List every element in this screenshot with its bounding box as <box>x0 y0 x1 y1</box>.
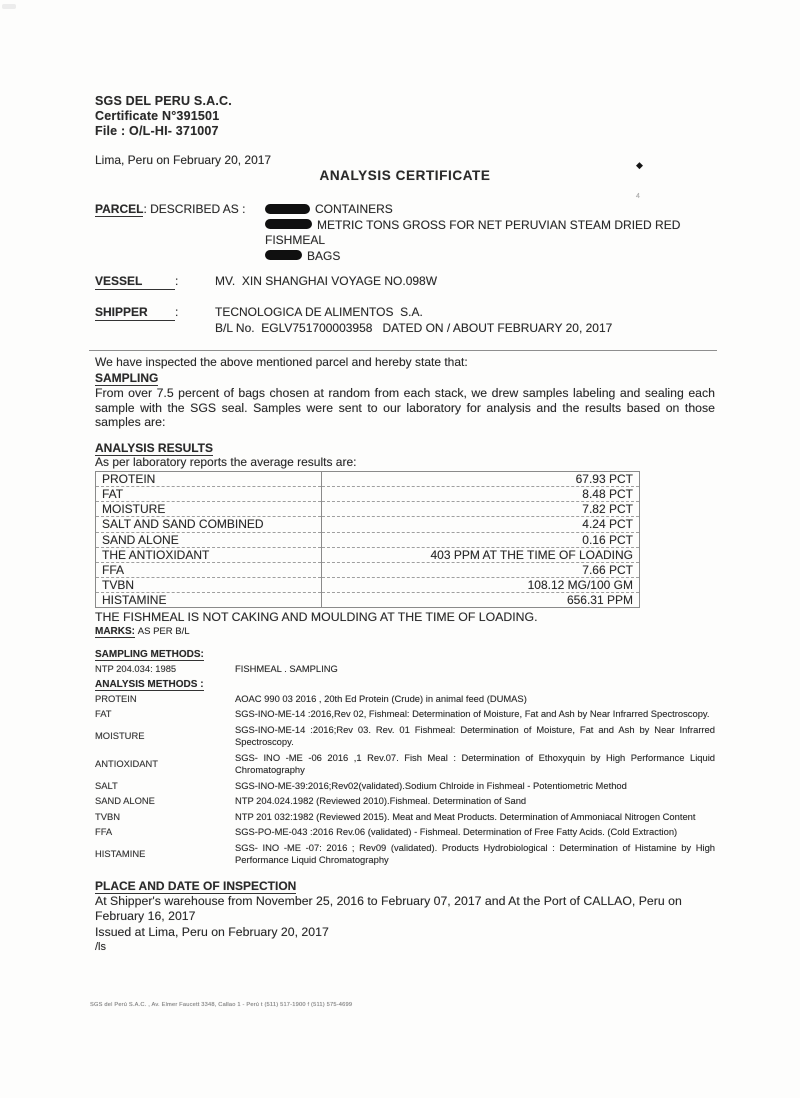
parcel-label-group <box>95 202 265 264</box>
sampling-paragraph: From over 7.5 percent of bags chosen at random from each stack, we drew samples labeling and sealing each sample with the SGS seal. Samples were sent to our laboratory for analysis and the results based on those samples are: <box>95 386 715 430</box>
method-param: PROTEIN <box>95 692 137 704</box>
shipper-label: SHIPPER <box>95 305 175 321</box>
method-param: SALT <box>95 779 118 791</box>
table-row <box>96 486 640 501</box>
letterhead <box>95 94 715 139</box>
method-row <box>95 708 715 721</box>
table-row <box>96 471 640 486</box>
method-row <box>95 780 715 793</box>
table-row <box>96 532 640 547</box>
sampling-methods-heading: SAMPLING METHODS: <box>95 649 204 661</box>
analysis-results-intro: As per laboratory reports the average results are: <box>95 454 357 469</box>
inspection-heading: PLACE AND DATE OF INSPECTION <box>95 878 297 893</box>
table-row <box>96 547 640 562</box>
parcel-described-as: : DESCRIBED AS : <box>143 202 246 216</box>
method-row <box>95 842 715 867</box>
document-title: ANALYSIS CERTIFICATE <box>319 168 491 183</box>
method-param: SAND ALONE <box>95 795 155 807</box>
company-name: SGS DEL PERU S.A.C. <box>95 94 232 108</box>
initials: /ls <box>95 940 106 953</box>
inspection-line: At Shipper's warehouse from November 25, 2016 to February 07, 2017 and At the Port of CALLAO, Peru on February 16, 2017 <box>95 893 682 923</box>
table-row <box>96 517 640 532</box>
result-value: 656.31 PPM <box>566 593 633 608</box>
method-param: TVBN <box>95 810 121 822</box>
result-value: 7.82 PCT <box>322 502 640 517</box>
analysis-results-heading: ANALYSIS RESULTS <box>95 440 214 455</box>
shipper-value: TECNOLOGICA DE ALIMENTOS S.A. <box>215 305 423 319</box>
method-row <box>95 724 715 749</box>
method-desc: AOAC 990 03 2016 , 20th Ed Protein (Crude) in animal feed (DUMAS) <box>235 692 527 704</box>
method-param: MOISTURE <box>95 730 145 742</box>
parcel-line-bags <box>265 249 715 265</box>
method-param: FFA <box>95 826 113 838</box>
inspection-section <box>95 879 715 955</box>
result-param: SALT AND SAND COMBINED <box>96 517 322 532</box>
method-desc: NTP 204.024.1982 (Reviewed 2010).Fishmeal. Determination of Sand <box>235 795 527 807</box>
parcel-tonnage-text: METRIC TONS GROSS FOR NET PERUVIAN STEAM DRIED RED FISHMEAL <box>265 217 681 247</box>
result-param: FFA <box>96 562 322 577</box>
scan-speck: 4 <box>636 193 640 200</box>
vessel-row <box>95 274 715 290</box>
result-param: PROTEIN <box>96 471 322 486</box>
result-param: MOISTURE <box>96 502 322 517</box>
method-desc: FISHMEAL . SAMPLING <box>235 663 338 675</box>
shipper-colon: : <box>175 305 179 319</box>
result-param: FAT <box>96 486 322 501</box>
parcel-description <box>265 202 715 264</box>
issued-line: Issued at Lima, Peru on February 20, 2017 <box>95 924 329 939</box>
scan-smudge <box>2 4 16 9</box>
table-row <box>96 593 640 608</box>
parcel-line-containers <box>265 202 715 218</box>
diamond-mark: ◆ <box>636 160 643 170</box>
shipper-row <box>95 305 715 321</box>
inspection-statement: We have inspected the above mentioned parcel and hereby state that: <box>95 355 468 369</box>
analysis-methods-heading: ANALYSIS METHODS : <box>95 678 204 690</box>
result-value: 8.48 PCT <box>322 486 640 501</box>
redaction-bar <box>265 250 302 260</box>
certificate-number: Certificate N°391501 <box>95 109 220 123</box>
method-row <box>95 693 715 706</box>
method-desc: SGS-PO-ME-043 :2016 Rev.06 (validated) - Fishmeal. Determination of Free Fatty Acids. (Cold Extraction) <box>235 826 678 838</box>
method-param: ANTIOXIDANT <box>95 758 159 770</box>
result-value: 7.66 PCT <box>322 562 640 577</box>
method-row <box>95 752 715 777</box>
table-row <box>96 562 640 577</box>
vessel-colon: : <box>175 274 179 288</box>
method-row <box>95 795 715 808</box>
method-param: HISTAMINE <box>95 848 146 860</box>
marks-label: MARKS: <box>95 626 135 638</box>
document-content <box>95 94 715 955</box>
result-param: THE ANTIOXIDANT <box>96 547 322 562</box>
redaction-bar <box>265 219 312 229</box>
result-value: 0.16 PCT <box>322 532 640 547</box>
sampling-heading: SAMPLING <box>95 371 159 385</box>
method-row <box>95 811 715 824</box>
results-table <box>95 471 640 609</box>
method-desc: SGS-INO-ME-39:2016;Rev02(validated).Sodium Chlroide in Fishmeal - Potentiometric Method <box>235 779 627 791</box>
footer-address: SGS del Perú S.A.C. , Av. Elmer Faucett 3348, Callao 1 - Perú t (511) 517-1900 f (511) 575-4699 <box>90 1002 353 1008</box>
parcel-bags-text: BAGS <box>307 248 341 263</box>
vessel-value: MV. XIN SHANGHAI VOYAGE NO.098W <box>215 274 438 288</box>
method-desc: SGS- INO -ME -07: 2016 ; Rev09 (validated). Products Hydrobiological : Determination of Histamine by High Performance Liquid Chromatography <box>235 841 715 866</box>
result-param: HISTAMINE <box>96 593 322 608</box>
method-param: FAT <box>95 708 112 720</box>
parcel-line-tonnage <box>265 218 715 249</box>
result-value: 108.12 MG/100 GM <box>322 578 640 593</box>
redaction-bar <box>265 204 310 214</box>
parcel-containers-text: CONTAINERS <box>315 202 393 216</box>
marks-line <box>95 625 715 638</box>
vessel-label: VESSEL <box>95 274 175 290</box>
result-value: 403 PPM AT THE TIME OF LOADING <box>322 547 640 562</box>
parcel-label: PARCEL <box>95 202 144 216</box>
method-desc: NTP 201 032:1982 (Reviewed 2015). Meat and Meat Products. Determination of Ammoniacal Nitrogen Content <box>235 810 696 822</box>
table-row <box>96 502 640 517</box>
method-row <box>95 663 715 676</box>
parcel-section <box>95 202 715 264</box>
file-number: File : O/L-HI- 371007 <box>95 124 219 138</box>
result-param: TVBN <box>96 578 322 593</box>
result-param: SAND ALONE <box>96 532 322 547</box>
result-value: 4.24 PCT <box>322 517 640 532</box>
no-caking-note: THE FISHMEAL IS NOT CAKING AND MOULDING AT THE TIME OF LOADING. <box>95 610 538 625</box>
table-row <box>96 578 640 593</box>
method-desc: SGS-INO-ME-14 :2016,Rev 02, Fishmeal: Determination of Moisture, Fat and Ash by Near Infrarred Spectroscopy. <box>235 708 710 720</box>
method-desc: SGS-INO-ME-14 :2016;Rev 03. Rev. 01 Fishmeal: Determination of Moisture, Fat and Ash by Near Infrarred Spectroscopy. <box>235 723 715 748</box>
method-param: NTP 204.034: 1985 <box>95 663 177 675</box>
issue-dateline: Lima, Peru on February 20, 2017 <box>95 153 272 167</box>
result-value: 67.93 PCT <box>322 471 640 486</box>
method-row <box>95 826 715 839</box>
method-desc: SGS- INO -ME -06 2016 ,1 Rev.07. Fish Meal : Determination of Ethoxyquin by High Performance Liquid Chromatography <box>235 751 715 776</box>
marks-value: AS PER B/L <box>137 626 190 638</box>
horizontal-rule <box>89 350 717 351</box>
bill-of-lading-line: B/L No. EGLV751700003958 DATED ON / ABOUT FEBRUARY 20, 2017 <box>215 321 613 335</box>
